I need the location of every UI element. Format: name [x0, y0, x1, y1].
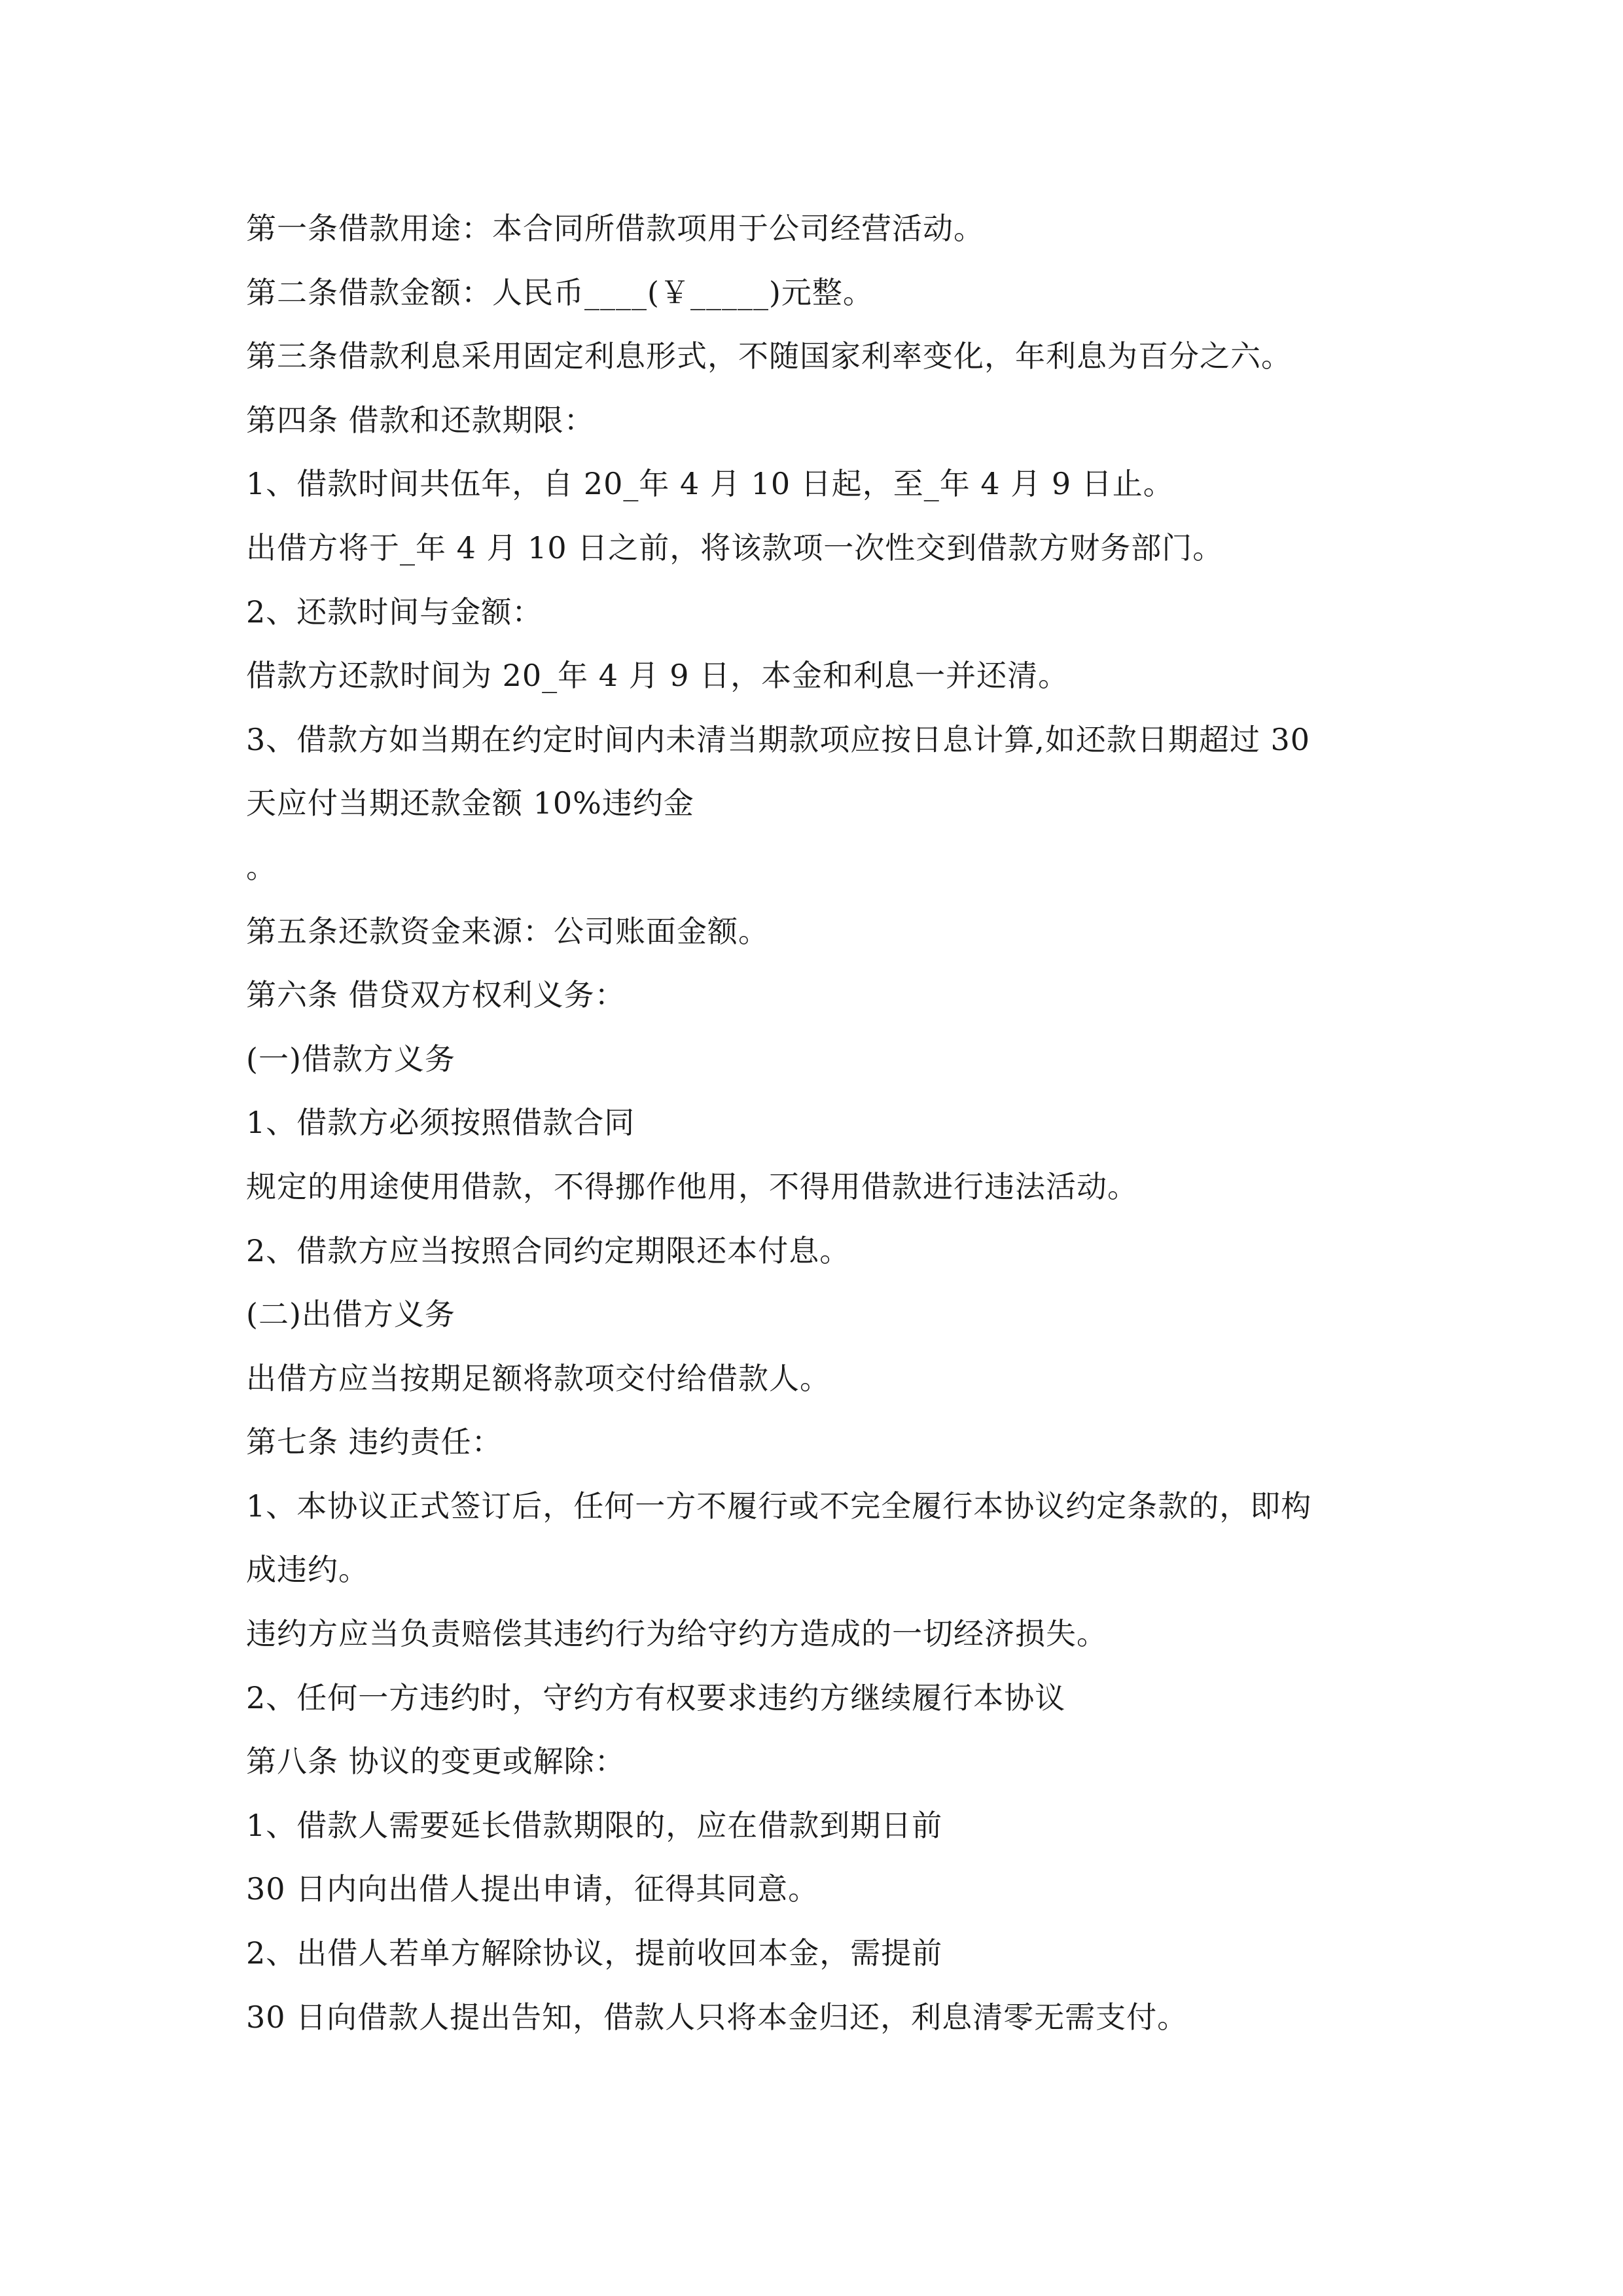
- borrower-duty-2: 2、借款方应当按照合同约定期限还本付息。: [246, 1232, 851, 1268]
- lender-duties-heading: (二)出借方义务: [246, 1297, 455, 1333]
- article-4-item-2: 2、还款时间与金额：: [246, 594, 543, 630]
- article-4-heading: 第四条 借款和还款期限：: [246, 402, 595, 438]
- lender-duty: 出借方应当按期足额将款项交付给借款人。: [246, 1360, 830, 1396]
- article-3-interest: 第三条借款利息采用固定利息形式，不随国家利率变化，年利息为百分之六。: [246, 338, 1292, 374]
- article-5-source: 第五条还款资金来源：公司账面金额。: [246, 913, 769, 949]
- article-4-item-1: 1、借款时间共伍年，自 20_年 4 月 10 日起，至_年 4 月 9 日止。: [246, 466, 1174, 502]
- article-8-item-2: 2、出借人若单方解除协议，提前收回本金，需提前: [246, 1935, 943, 1971]
- borrower-duties-heading: (一)借款方义务: [246, 1041, 455, 1077]
- borrower-duty-1-cont: 规定的用途使用借款，不得挪作他用，不得用借款进行违法活动。: [246, 1168, 1138, 1204]
- article-7-item-1-cont: 成违约。: [246, 1552, 369, 1588]
- article-8-heading: 第八条 协议的变更或解除：: [246, 1744, 626, 1780]
- article-1-purpose: 第一条借款用途：本合同所借款项用于公司经营活动。: [246, 211, 984, 246]
- article-4-item-3: 3、借款方如当期在约定时间内未清当期款项应按日息计算,如还款日期超过 30: [246, 721, 1311, 757]
- article-4-item-1-detail: 出借方将于_年 4 月 10 日之前，将该款项一次性交到借款方财务部门。: [246, 529, 1224, 565]
- article-7-compensation: 违约方应当负责赔偿其违约行为给守约方造成的一切经济损失。: [246, 1616, 1107, 1652]
- article-7-item-2: 2、任何一方违约时，守约方有权要求违约方继续履行本协议: [246, 1679, 1066, 1715]
- article-8-item-1: 1、借款人需要延长借款期限的，应在借款到期日前: [246, 1807, 943, 1843]
- article-7-item-1: 1、本协议正式签订后，任何一方不履行或不完全履行本协议约定条款的，即构: [246, 1488, 1312, 1524]
- document-body: [246, 197, 1398, 2049]
- article-4-item-3-cont: 天应付当期还款金额 10%违约金: [246, 785, 694, 821]
- article-2-amount: 第二条借款金额：人民币____(￥_____)元整。: [246, 274, 874, 310]
- article-4-item-2-detail: 借款方还款时间为 20_年 4 月 9 日，本金和利息一并还清。: [246, 658, 1069, 694]
- article-6-heading: 第六条 借贷双方权利义务：: [246, 977, 626, 1013]
- article-4-item-3-end: 。: [246, 849, 277, 885]
- article-8-item-1-cont: 30 日内向出借人提出申请，征得其同意。: [246, 1871, 819, 1907]
- article-8-item-2-cont: 30 日向借款人提出告知，借款人只将本金归还，利息清零无需支付。: [246, 1999, 1188, 2035]
- borrower-duty-1: 1、借款方必须按照借款合同: [246, 1105, 635, 1141]
- article-7-heading: 第七条 违约责任：: [246, 1424, 503, 1460]
